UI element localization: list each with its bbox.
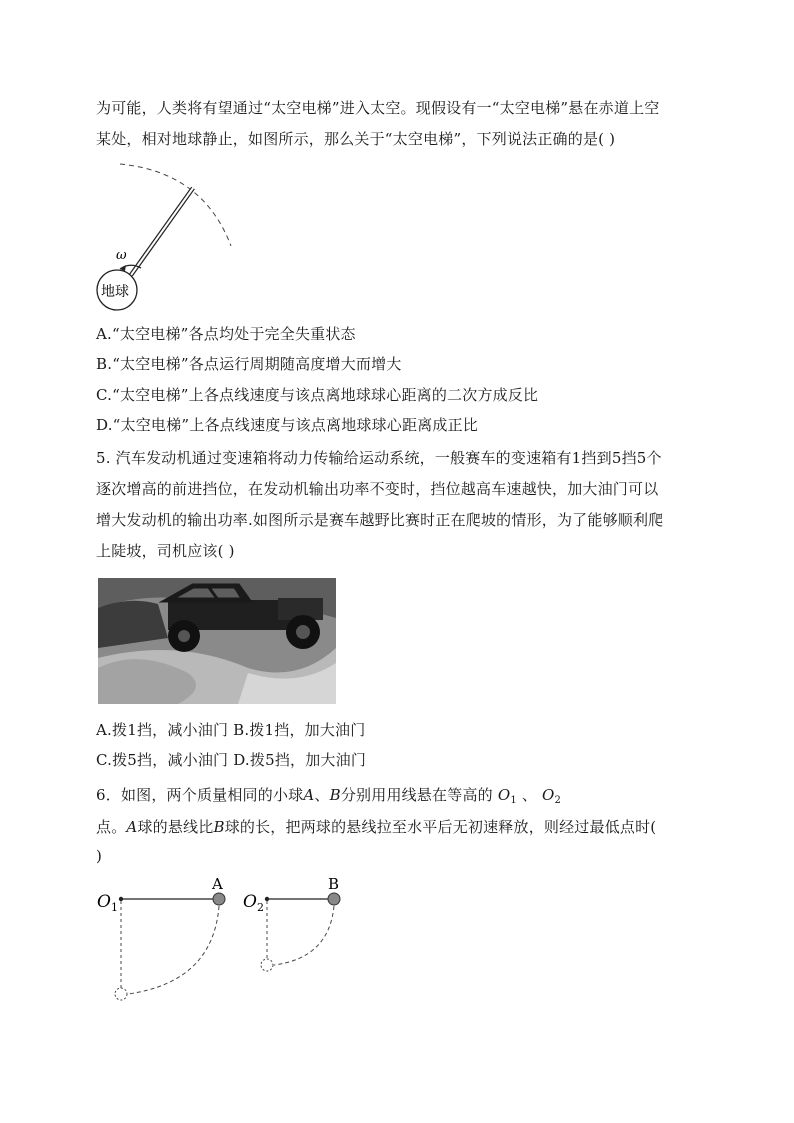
q4-line-2: 某处，相对地球静止，如图所示，那么关于“太空电梯”，下列说法正确的是( ) bbox=[96, 130, 616, 148]
q6-line-2-ball-a: A bbox=[126, 818, 138, 836]
q6-separator-2: 、 bbox=[521, 786, 538, 804]
o1-label: O bbox=[97, 892, 111, 912]
ball-b-label: B bbox=[328, 875, 340, 893]
q6-line-3: ) bbox=[96, 847, 103, 865]
q6-line-2-mid2: 球的长，把两球的悬线拉至水平后无初速释放，则经过最低点时( bbox=[224, 818, 657, 836]
q4-option-d: D.“太空电梯”上各点线速度与该点离地球球心距离成正比 bbox=[96, 416, 478, 434]
q5-line-2: 逐次增高的前进挡位，在发动机输出功率不变时，挡位越高车速越快，加大油门可以 bbox=[96, 480, 659, 498]
q5-option-ab: A.拨1挡，减小油门 B.拨1挡，加大油门 bbox=[96, 721, 366, 739]
elevator-cable-inner bbox=[131, 188, 193, 275]
q6-line-2-start: 点。 bbox=[96, 818, 127, 836]
q6-o1-ref: O bbox=[497, 786, 511, 804]
q6-ball-a-ref: A bbox=[303, 786, 315, 804]
ball-a bbox=[213, 893, 225, 905]
q4-option-b: B.“太空电梯”各点运行周期随高度增大而增大 bbox=[96, 355, 402, 373]
q6-o1-sub: 1 bbox=[510, 795, 517, 806]
q6-line-1 bbox=[96, 785, 561, 811]
q6-o2-ref: O bbox=[542, 786, 555, 804]
q6-line-2-ball-b: B bbox=[213, 818, 225, 836]
q6-line-2 bbox=[96, 817, 656, 837]
omega-label: ω bbox=[116, 248, 127, 263]
ball-b-lowest bbox=[261, 959, 273, 971]
o2-sub-label: 2 bbox=[257, 901, 264, 914]
ball-a-label: A bbox=[212, 875, 223, 893]
offroad-car-photo bbox=[98, 578, 336, 704]
q6-line-2-mid1: 球的悬线比 bbox=[137, 818, 214, 836]
arc-b bbox=[274, 906, 334, 965]
earth-label: 地球 bbox=[101, 284, 129, 300]
pendulum-figure bbox=[95, 870, 355, 1010]
q5-option-cd: C.拨5挡，减小油门 D.拨5挡，加大油门 bbox=[96, 751, 367, 769]
o1-sub-label: 1 bbox=[111, 901, 118, 914]
q5-line-3: 增大发动机的输出功率.如图所示是赛车越野比赛时正在爬坡的情形，为了能够顺利爬 bbox=[96, 511, 664, 529]
orbit-arc bbox=[120, 164, 231, 246]
q6-line-1-start: 6．如图，两个质量相同的小球 bbox=[96, 786, 304, 804]
q5-line-4: 上陡坡，司机应该( ) bbox=[96, 542, 235, 560]
ball-b bbox=[328, 893, 340, 905]
q6-o2-sub: 2 bbox=[554, 795, 562, 806]
q6-ball-b-ref: B bbox=[329, 786, 341, 804]
q4-option-c: C.“太空电梯”上各点线速度与该点离地球球心距离的二次方成反比 bbox=[96, 386, 539, 404]
q4-option-a: A.“太空电梯”各点均处于完全失重状态 bbox=[96, 325, 356, 343]
arc-a bbox=[128, 906, 219, 994]
q5-line-1: 5. 汽车发动机通过变速箱将动力传输给运动系统，一般赛车的变速箱有1挡到5挡5个 bbox=[96, 449, 662, 467]
space-elevator-figure bbox=[95, 158, 240, 313]
q4-line-1: 为可能，人类将有望通过“太空电梯”进入太空。现假设有一“太空电梯”悬在赤道上空 bbox=[96, 99, 660, 117]
q6-line-1-mid: 分别用用线悬在等高的 bbox=[340, 786, 493, 804]
q6-separator: 、 bbox=[314, 786, 330, 804]
o2-label: O bbox=[243, 892, 257, 912]
ball-a-lowest bbox=[115, 988, 127, 1000]
